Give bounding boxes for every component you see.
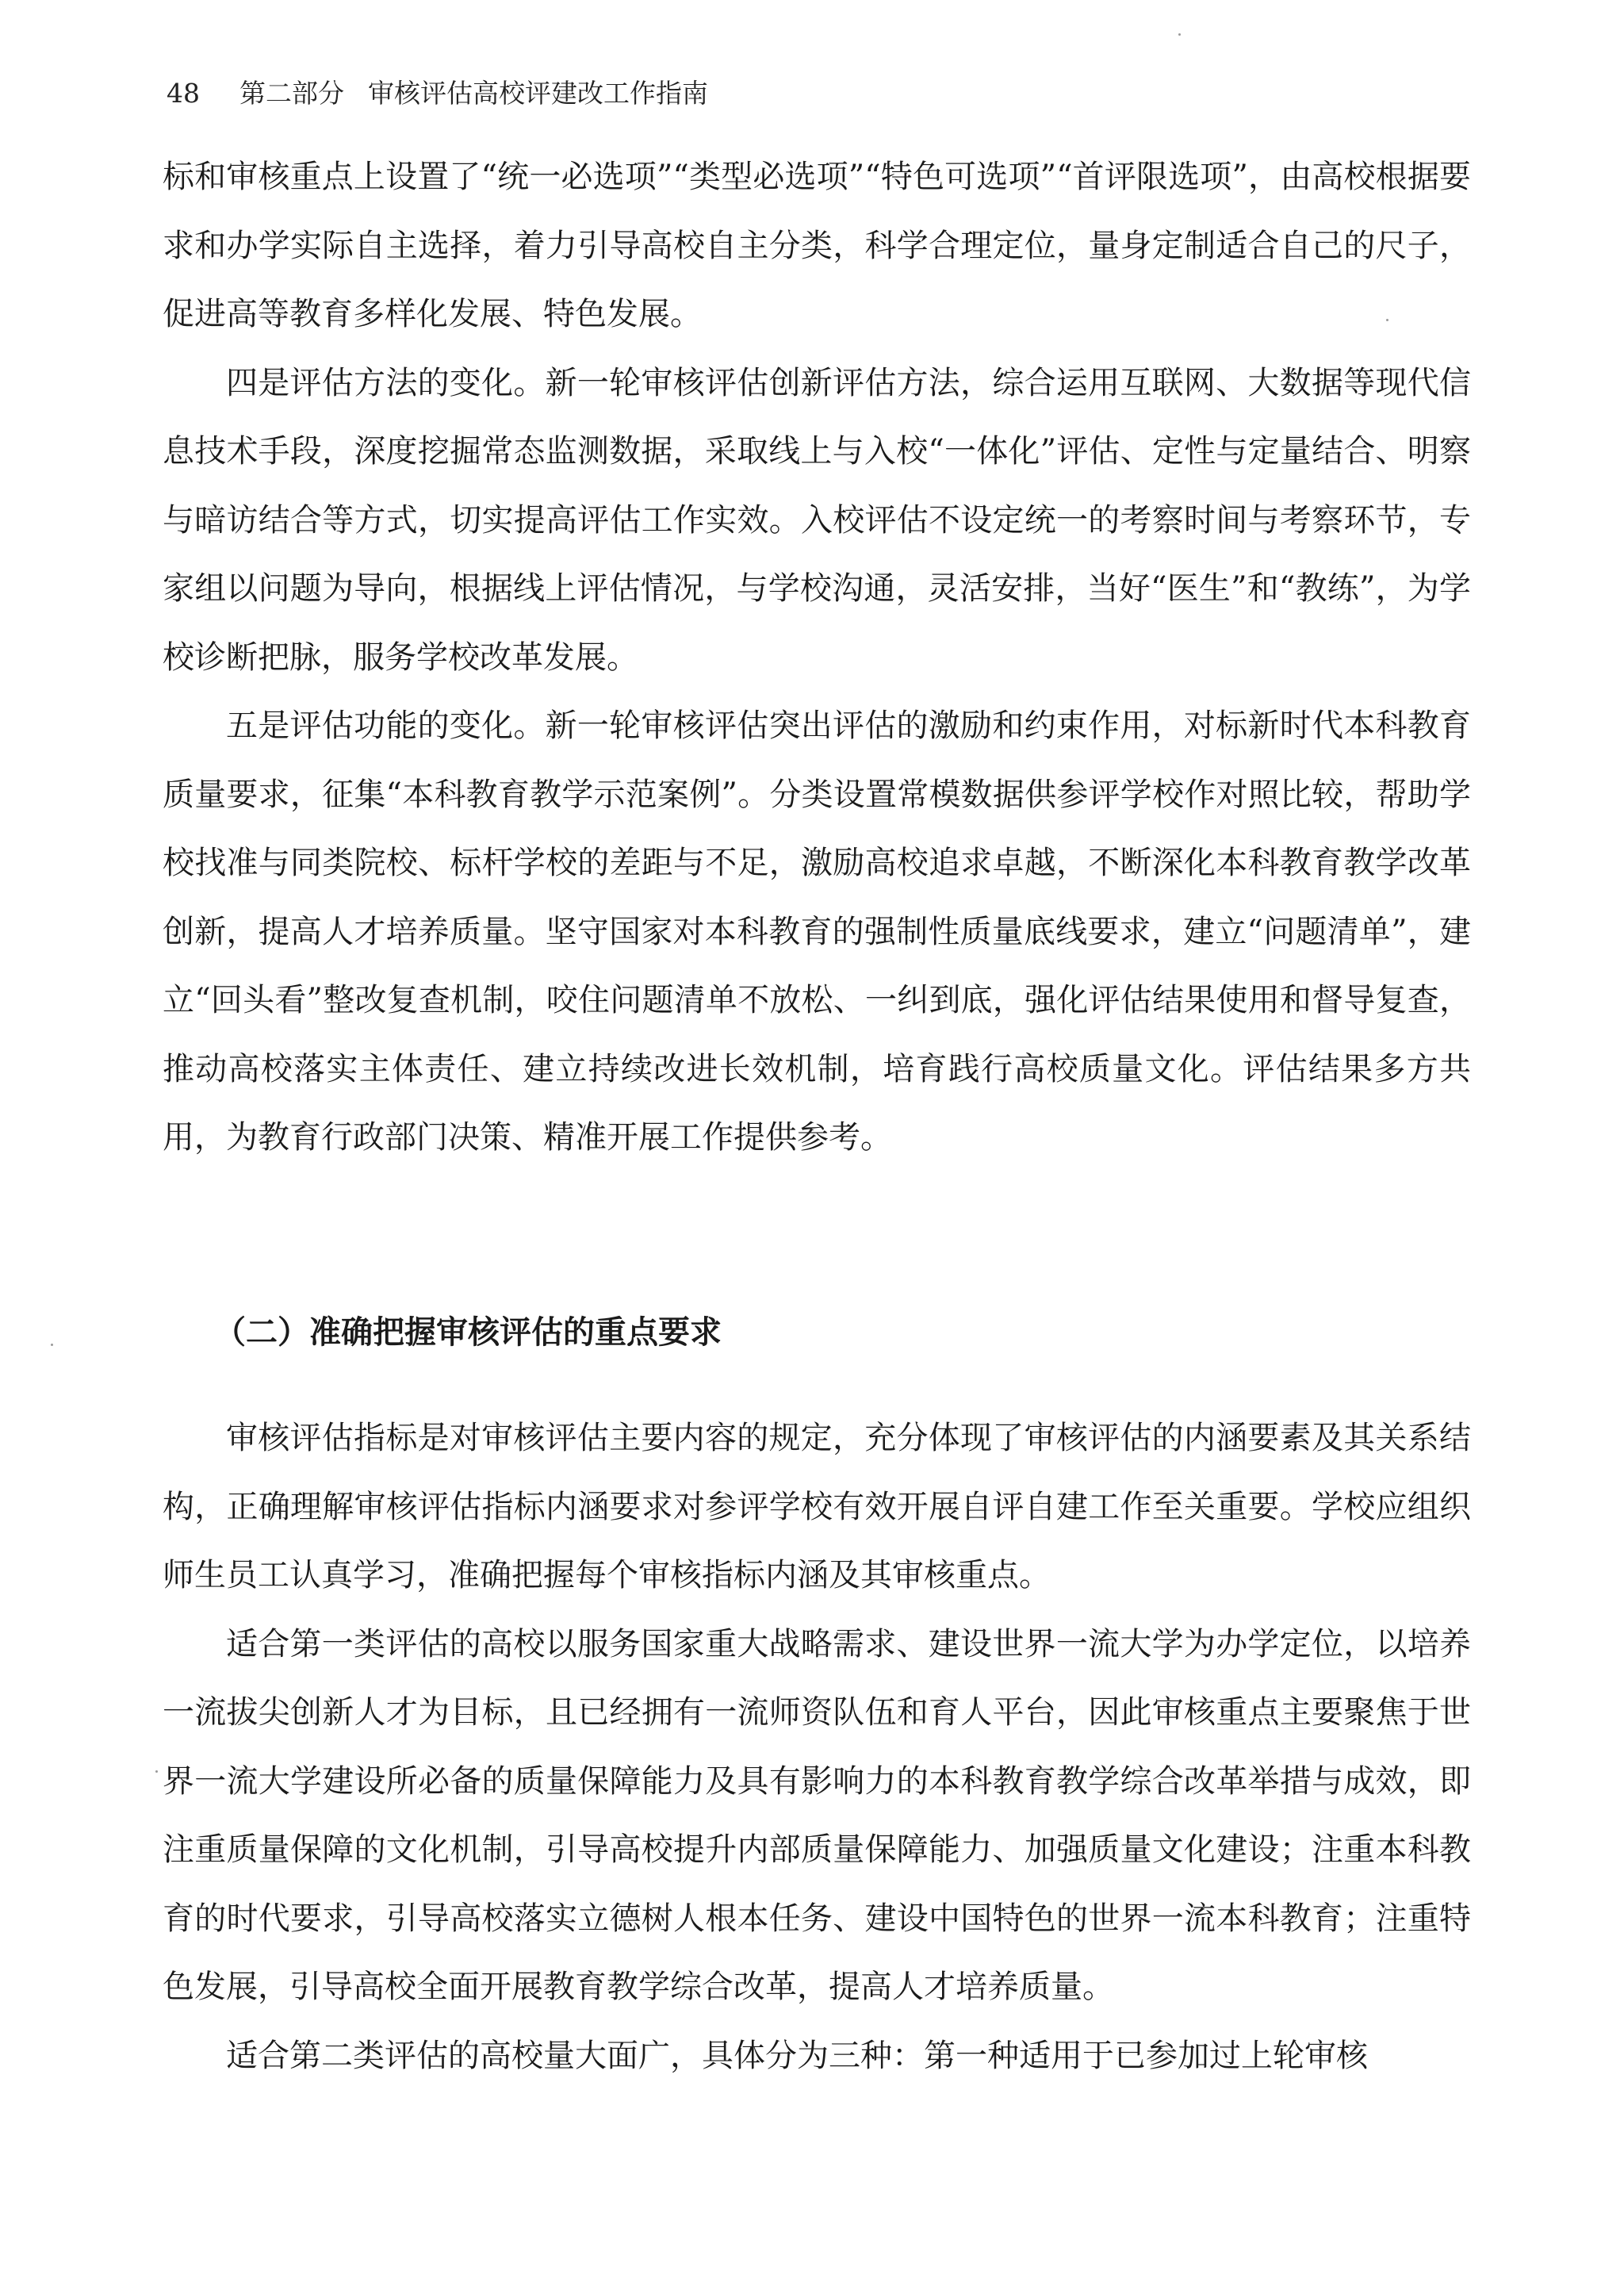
scan-speck xyxy=(155,1770,158,1773)
running-head xyxy=(167,78,708,109)
section-heading: （二）准确把握审核评估的重点要求 xyxy=(214,1314,722,1351)
part-label: 第二部分 xyxy=(239,78,344,109)
paragraph: 五是评估功能的变化。新一轮审核评估突出评估的激励和约束作用，对标新时代本科教育质量要求，征集“本科教育教学示范案例”。分类设置常模数据供参评学校作对照比较，帮助学校找准与同类院校、标杆学校的差距与不足，激励高校追求卓越，不断深化本科教育教学改革创新，提高人才培养质量。坚守国家对本科教育的强制性质量底线要求，建立“问题清单”，建立“回头看”整改复查机制，咬住问题清单不放松、一纠到底，强化评估结果使用和督导复查，推动高校落实主体责任、建立持续改进长效机制，培育践行高校质量文化。评估结果多方共用，为教育行政部门决策、精准开展工作提供参考。 xyxy=(163,707,1471,1156)
body-text-top xyxy=(163,143,1471,1172)
body-text-bottom xyxy=(163,1404,1471,2090)
page-number: 48 xyxy=(167,78,200,109)
paragraph: 适合第一类评估的高校以服务国家重大战略需求、建设世界一流大学为办学定位，以培养一流拔尖创新人才为目标，且已经拥有一流师资队伍和育人平台，因此审核重点主要聚焦于世界一流大学建设所必备的质量保障能力及具有影响力的本科教育教学综合改革举措与成效，即注重质量保障的文化机制，引导高校提升内部质量保障能力、加强质量文化建设；注重本科教育的时代要求，引导高校落实立德树人根本任务、建设中国特色的世界一流本科教育；注重特色发展，引导高校全面开展教育教学综合改革，提高人才培养质量。 xyxy=(163,1625,1471,2005)
paragraph: 适合第二类评估的高校量大面广，具体分为三种：第一种适用于已参加过上轮审核 xyxy=(226,2037,1368,2074)
scan-speck xyxy=(1386,319,1388,321)
paragraph: 标和审核重点上设置了“统一必选项”“类型必选项”“特色可选项”“首评限选项”，由高校根据要求和办学实际自主选择，着力引导高校自主分类，科学合理定位，量身定制适合自己的尺子，促进高等教育多样化发展、特色发展。 xyxy=(163,159,1471,332)
running-head-title: 审核评估高校评建改工作指南 xyxy=(368,78,708,109)
scan-speck xyxy=(1178,33,1181,36)
paragraph: 审核评估指标是对审核评估主要内容的规定，充分体现了审核评估的内涵要素及其关系结构，正确理解审核评估指标内涵要求对参评学校有效开展自评自建工作至关重要。学校应组织师生员工认真学习，准确把握每个审核指标内涵及其审核重点。 xyxy=(163,1420,1471,1593)
paragraph: 四是评估方法的变化。新一轮审核评估创新评估方法，综合运用互联网、大数据等现代信息技术手段，深度挖掘常态监测数据，采取线上与入校“一体化”评估、定性与定量结合、明察与暗访结合等方式，切实提高评估工作实效。入校评估不设定统一的考察时间与考察环节，专家组以问题为导向，根据线上评估情况，与学校沟通，灵活安排，当好“医生”和“教练”，为学校诊断把脉，服务学校改革发展。 xyxy=(163,364,1471,676)
scan-speck xyxy=(51,1344,53,1346)
